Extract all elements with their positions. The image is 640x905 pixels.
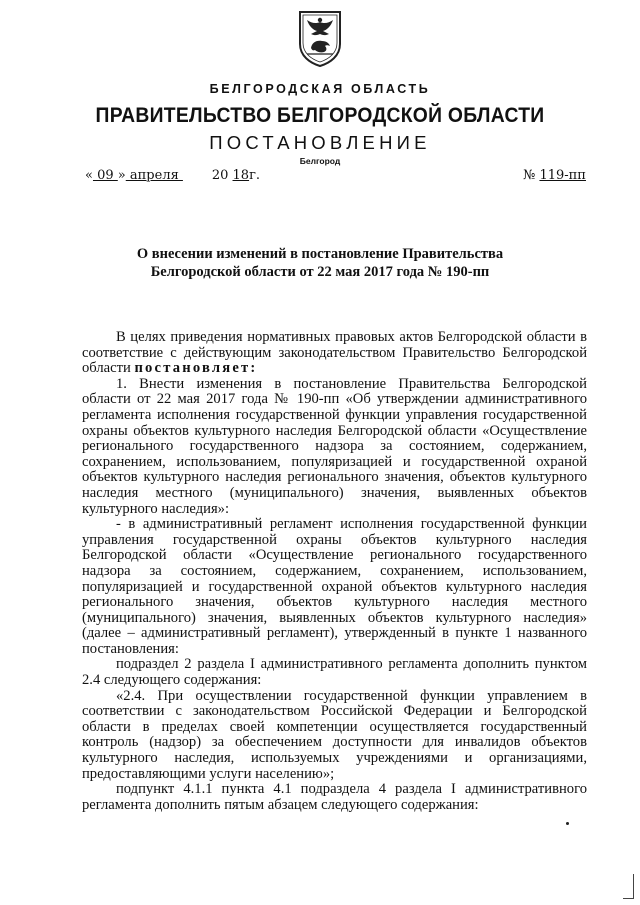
region-name: БЕЛГОРОДСКАЯ ОБЛАСТЬ [209, 82, 431, 96]
number-value: 119-пп [539, 168, 586, 183]
preamble-text: В целях приведения нормативных правовых актов Белгородской области в соответствие с действующим законодательством Правительство Белгородской области [82, 329, 587, 377]
paragraph-item-2-4: «2.4. При осуществлении государственной функции управлением в соответствии с законодательством Российской Федерации и Белгородской области в пределах своей компетенции осуществляется государственный контроль (надзор) за обеспечением доступности для инвалидов объектов культурного наследия, используемых учреждениями и организациями, предоставляющими услуги населению»; [82, 687, 587, 782]
title-line-1: О внесении изменений в постановление Правительства [136, 246, 504, 262]
coat-of-arms-icon [297, 10, 343, 68]
decree-date [85, 168, 260, 183]
paragraph-regulation: - в административный регламент исполнения государственной функции управления государственной охраны объектов культурного наследия Белгородской области «Осуществление регионального государственного надзора за состоянием, содержанием, сохранением, использованием, популяризацией и государственной охраной объектов культурного наследия регионального значения, объектов культурного наследия местного (муниципального) значения, выявленных объектов культурного наследия» (далее – административный регламент), утвержденный в пункте 1 названного постановления: [82, 516, 587, 657]
government-title: ПРАВИТЕЛЬСТВО БЕЛГОРОДСКОЙ ОБЛАСТИ [95, 104, 545, 127]
paragraph-subitem-4-1-1: подпункт 4.1.1 пункта 4.1 подраздела 4 раздела I административного регламента дополнить пятым абзацем следующего содержания: [82, 781, 587, 813]
decree-type: ПОСТАНОВЛЕНИЕ [209, 132, 431, 153]
document-title [60, 245, 580, 281]
date-month: апреля [125, 168, 183, 183]
page-corner-mark [623, 874, 634, 899]
city-name: Белгород [299, 156, 341, 166]
paragraph-preamble [82, 330, 587, 377]
date-day: 09 [92, 168, 118, 183]
date-year-prefix: 20 [207, 168, 233, 183]
resolves-word: постановляет: [134, 360, 258, 377]
date-open-quote: « [85, 168, 93, 183]
date-year: 18 [232, 168, 250, 183]
paragraph-subsection-2: подраздел 2 раздела I административного регламента дополнить пунктом 2.4 следующего содержания: [82, 656, 587, 689]
number-prefix: № [523, 168, 540, 183]
ink-dot [566, 822, 569, 825]
paragraph-item-1: 1. Внести изменения в постановление Правительства Белгородской области от 22 мая 2017 года № 190-пп «Об утверждении административного регламента исполнения государственной функции управления государственной охраны объектов культурного наследия Белгородской области «Осуществление регионального государственного надзора за состоянием, содержанием, сохранением, использованием, популяризацией и государственной охраной объектов культурного наследия регионального значения, объектов культурного наследия местного (муниципального) значения, выявленных объектов культурного наследия»: [82, 375, 587, 517]
document-body [82, 330, 587, 813]
decree-number [523, 168, 586, 183]
date-year-unit: г. [249, 168, 261, 183]
date-close-quote: » [117, 168, 126, 183]
title-line-2: Белгородской области от 22 мая 2017 года № 190-пп [150, 264, 490, 280]
